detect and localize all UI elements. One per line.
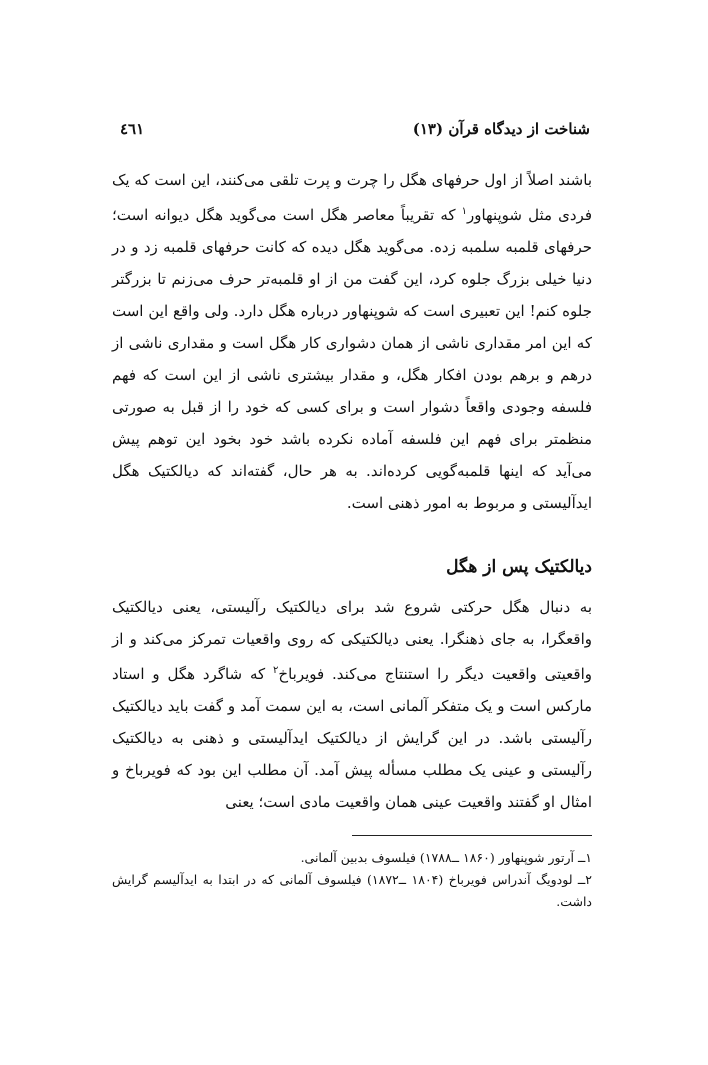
paragraph-2-text-b: که شاگرد هگل و استاد مارکس است و یک متفکر آلمانی است، به این سمت آمد و گفت باید دیالکتیک رآلیستی باشد. در این گرایش از دیالکتیک ایدآلیستی و ذهنی به دیالکتیک رآلیستی و عینی یک مطلب مسأله پیش آمد. آن مطلب این بود که فویرباخ و امثال او گفتند واقعیت عینی همان واقعیت مادی است؛ یعنی xyxy=(112,665,592,811)
footnote-ref-2[interactable]: ۲ xyxy=(273,665,279,676)
footnotes xyxy=(112,847,592,913)
paragraph-1 xyxy=(112,164,592,519)
paragraph-2 xyxy=(112,591,592,818)
footnote-ref-1[interactable]: ۱ xyxy=(461,206,467,217)
footnote-divider xyxy=(352,835,592,836)
footnote-2: ۲ــ لودویگ آندراس فویرباخ (۱۸۰۴ ــ۱۸۷۲) فیلسوف آلمانی که در ابتدا به ایدآلیسم گرایش داشت. xyxy=(112,872,592,909)
page-number: ٤٦١ xyxy=(120,120,145,138)
paragraph-1-text-a: باشند اصلاً از اول حرفهای هگل را چرت و پرت تلقی می‌کنند، این است که یک فردی مثل شوپنهاور xyxy=(112,171,592,224)
paragraph-1-text-b: که تقریباً معاصر هگل است می‌گوید هگل دیوانه است؛ حرفهای قلمبه سلمبه زده. می‌گوید هگل دیده که کانت حرفهای قلمبه زد و در دنیا خیلی بزرگ جلوه کرد، این گفت من از او قلمبه‌تر حرف می‌زنم تا بزرگتر جلوه کنم! این تعبیری است که شوپنهاور درباره هگل دارد. ولی واقع این است که این امر مقداری ناشی از همان دشواری کار هگل است و مقداری ناشی از درهم و برهم بودن افکار هگل، و مقدار بیشتری ناشی از این است که فهم فلسفه وجودی واقعاً دشوار است و برای کسی که خود را از قبل به صورتی منظمتر برای فهم این فلسفه آماده نکرده باشد خود بخود این توهم پیش می‌آید که اینها قلمبه‌گویی کرده‌اند. به هر حال، گفته‌اند که دیالکتیک هگل ایدآلیستی و مربوط به امور ذهنی است. xyxy=(112,206,592,512)
footnote-1: ۱ــ آرتور شوپنهاور (۱۸۶۰ ــ۱۷۸۸) فیلسوف بدبین آلمانی. xyxy=(300,850,592,865)
section-heading: دیالکتیک پس از هگل xyxy=(446,557,592,577)
chapter-title: شناخت از دیدگاه قرآن (۱۳) xyxy=(412,120,590,138)
paragraph-2-text-a: به دنبال هگل حرکتی شروع شد برای دیالکتیک رآلیستی، یعنی دیالکتیک واقعگرا، به جای ذهنگرا. یعنی دیالکتیکی که روی واقعیات تمرکز می‌کند و از واقعیتی واقعیت دیگر را استنتاج می‌کند. فویرباخ xyxy=(112,598,593,683)
